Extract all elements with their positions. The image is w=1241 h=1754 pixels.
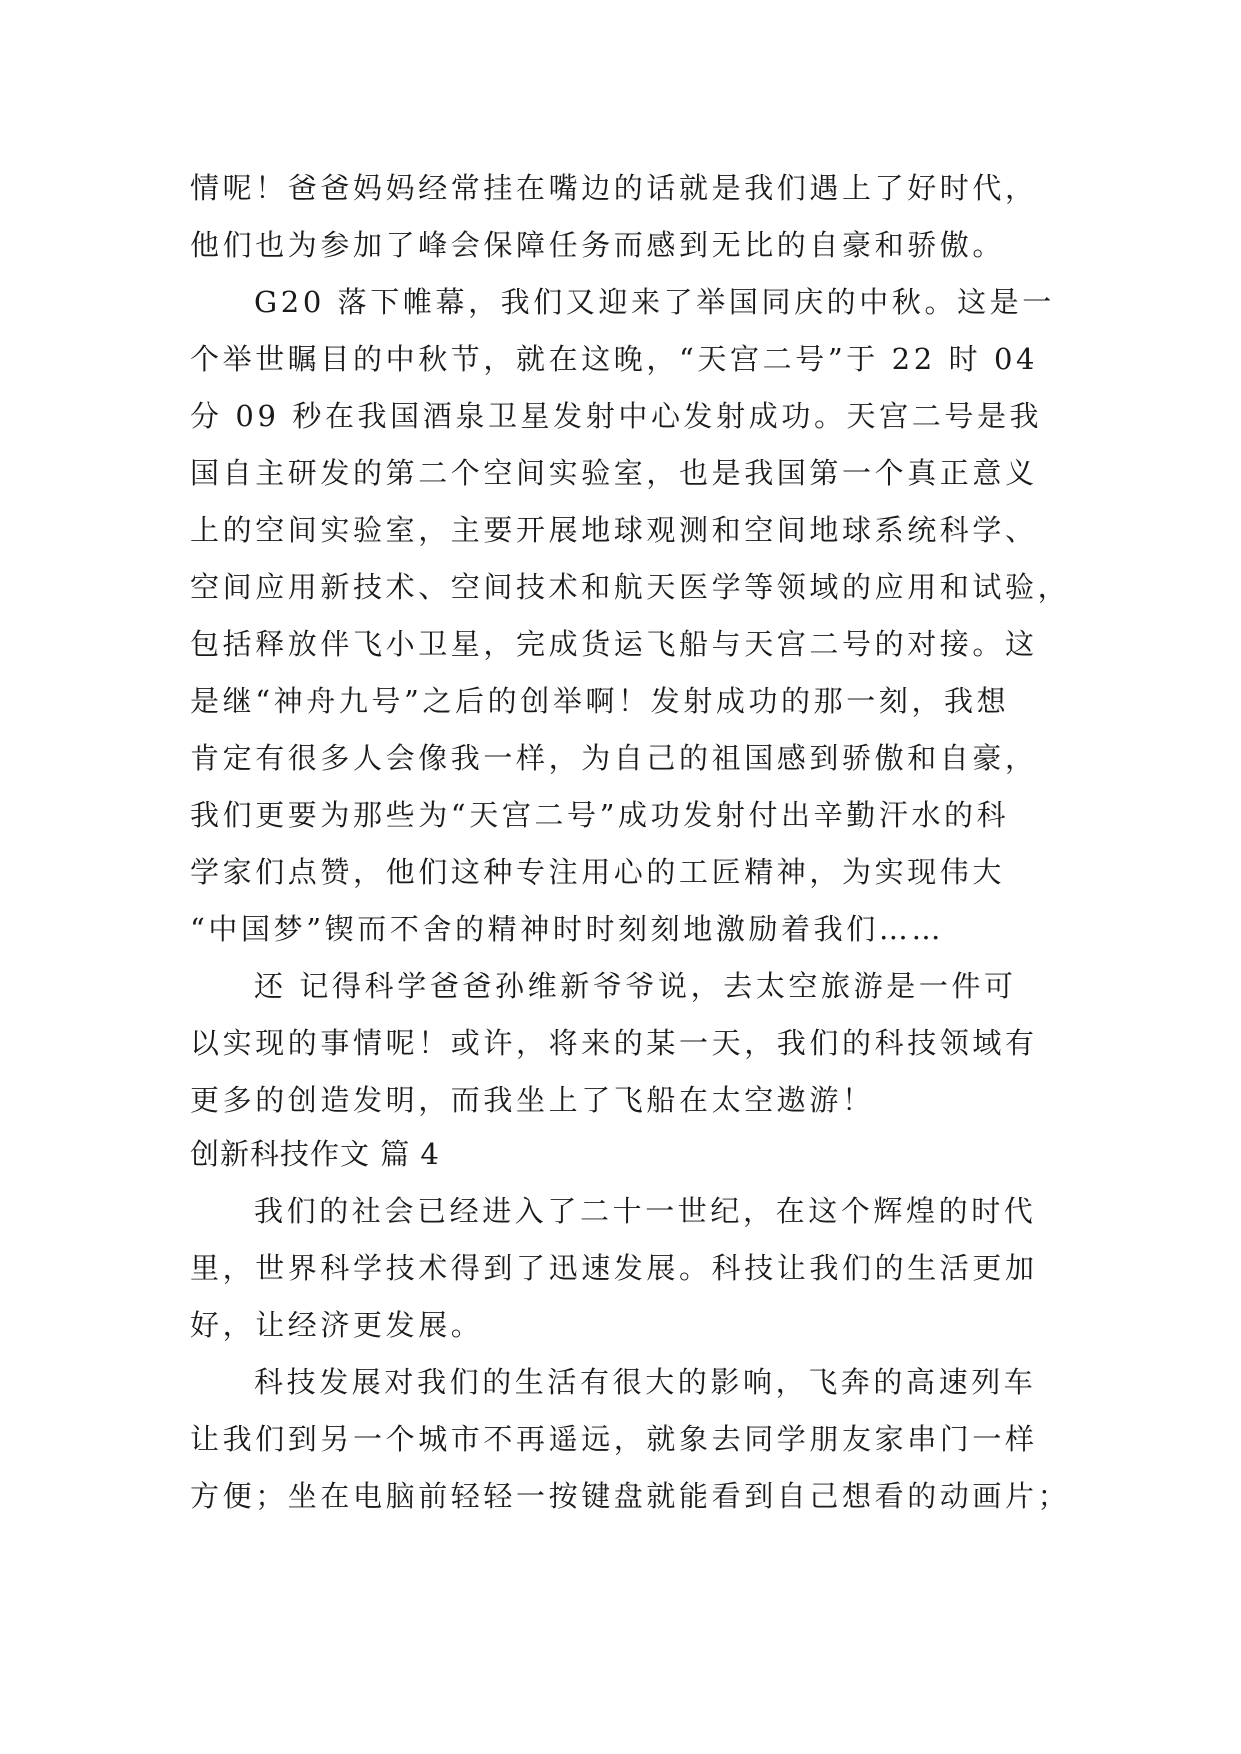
body-text-line: 国自主研发的第二个空间实验室，也是我国第一个真正意义 (190, 456, 1038, 490)
paragraph-first-line: 还 记得科学爸爸孙维新爷爷说，去太空旅游是一件可 (254, 969, 1017, 1003)
body-text-line: 情呢！爸爸妈妈经常挂在嘴边的话就是我们遇上了好时代， (190, 171, 1038, 205)
body-text-line: 肯定有很多人会像我一样，为自己的祖国感到骄傲和自豪， (190, 741, 1038, 775)
paragraph-first-line: 我们的社会已经进入了二十一世纪，在这个辉煌的时代 (254, 1194, 1037, 1228)
body-text-line: “中国梦”锲而不舍的精神时时刻刻地激励着我们…… (190, 912, 945, 946)
body-text-line: 好，让经济更发展。 (190, 1308, 484, 1342)
body-text-line: 包括释放伴飞小卫星，完成货运飞船与天宫二号的对接。这 (190, 627, 1038, 661)
body-text-line: 个举世瞩目的中秋节，就在这晚，“天宫二号”于 22 时 04 (190, 342, 1039, 376)
body-text-line: 学家们点赞，他们这种专注用心的工匠精神，为实现伟大 (190, 855, 1006, 889)
body-text-line: 是继“神舟九号”之后的创举啊！发射成功的那一刻，我想 (190, 684, 1010, 718)
body-text-line: 空间应用新技术、空间技术和航天医学等领域的应用和试验， (190, 570, 1071, 604)
paragraph-first-line: 科技发展对我们的生活有很大的影响，飞奔的高速列车 (254, 1365, 1037, 1399)
body-text-line: 让我们到另一个城市不再遥远，就象去同学朋友家串门一样 (190, 1422, 1038, 1456)
body-text-line: 里，世界科学技术得到了迅速发展。科技让我们的生活更加 (190, 1251, 1038, 1285)
body-text-line: 上的空间实验室，主要开展地球观测和空间地球系统科学、 (190, 513, 1038, 547)
body-text-line: 以实现的事情呢！或许，将来的某一天，我们的科技领域有 (190, 1026, 1038, 1060)
body-text-line: 分 09 秒在我国酒泉卫星发射中心发射成功。天宫二号是我 (190, 399, 1043, 433)
body-text-line: 更多的创造发明，而我坐上了飞船在太空遨游！ (190, 1083, 875, 1117)
paragraph-first-line: G20 落下帷幕，我们又迎来了举国同庆的中秋。这是一 (254, 285, 1055, 319)
body-text-line: 我们更要为那些为“天宫二号”成功发射付出辛勤汗水的科 (190, 798, 1010, 832)
body-text-line: 方便；坐在电脑前轻轻一按键盘就能看到自己想看的动画片； (190, 1479, 1071, 1513)
section-heading: 创新科技作文 篇 4 (190, 1137, 440, 1171)
body-text-line: 他们也为参加了峰会保障任务而感到无比的自豪和骄傲。 (190, 228, 1006, 262)
